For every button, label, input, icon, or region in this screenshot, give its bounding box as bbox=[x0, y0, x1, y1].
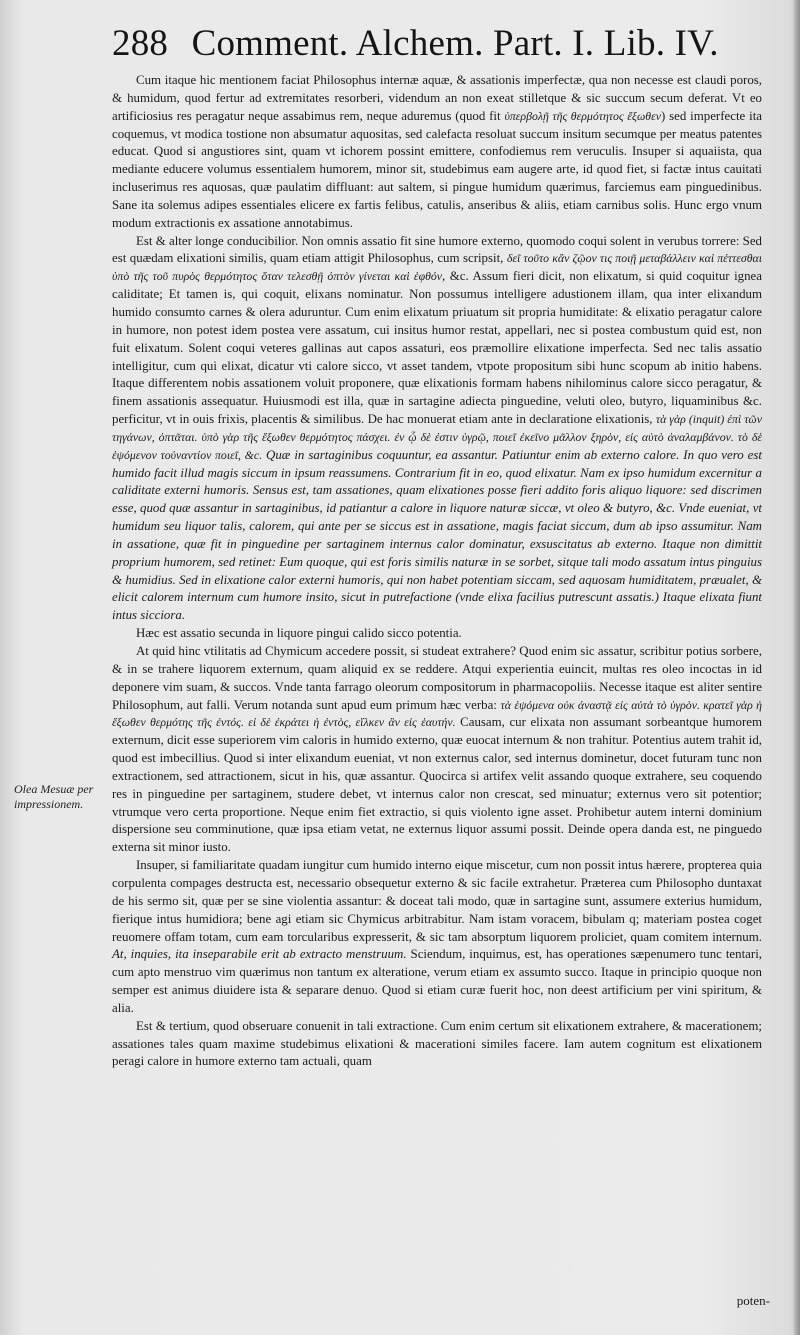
paragraph: Est & tertium, quod obseruare conuenit in tali extractione. Cum enim certum sit elixationem extrahere, & macerationem; assationes tales quam maxime studebimus elixationi & macerationi similes facere. Iam autem cognitum est elixationem peragi calore in humore externo tam actuali, quam bbox=[112, 1018, 762, 1069]
greek-quote: ὑπερβολῇ τῆς θερμότητος ἔξωθεν bbox=[504, 108, 661, 123]
greek-quote: τὰ γὰρ (inquit) ἐπὶ τῶν τηγάνων, ὀπτᾶται. ὑπὸ γὰρ τῆς ἔξωθεν θερμότητος πάσχει. ἐν ᾧ δὲ ἐστιν ὑγρῷ, ποιεῖ ἐκεῖνο μᾶλλον ξηρὸν, εἰς αὐτὸ ἀναλαμβάνον. τὸ δὲ ἑψόμενον τοὐναντίον ποιεῖ, &c. bbox=[112, 412, 762, 462]
paragraph: Est & alter longe conducibilior. Non omnis assatio fit sine humore externo, quomodo coqui solent in verubus torrere: Sed est quædam elixationi similis, quam etiam attigit Philosophus, cum scripsit, δεῖ τοῦτο κἂν ζῷον τις ποιῇ μεταβάλλειν καὶ πέττεσθαι ὑπὸ τῆς τοῦ πυρὸς θερμότητος ὅταν τελεσθῇ ὀπτὸν γίνεται καὶ ἑφθόν, &c. Assum fieri dicit, non elixatum, si quid coquitur ignea caliditate; Et tamen is, qui coquit, elixans nominatur. Non possumus intelligere adustionem illam, qua inter elixandum humido consumto carnes & olera aduruntur. Cum enim elixatum priuatum sit propria humiditate: & elixatio peragatur calore in humore, non potest idem postea vere assatum, cui insitus humor restat, appellari, nec si postea combustum quid est, non fuit elixatum. Solent coqui veteres gallinas aut capos assaturi, eos præmollire elixatione imperfecta. Sed nec talis assatio intelligitur, cum qui elixat, dicatur vti calore sicco, vt asset tandem, vtpote propositum sibi hunc scopum ab initio habens. Itaque differentem nobis assationem voluit proponere, quæ elixationis formam habens nihilominus calore sicco peragatur, & finem assationis assequatur. Huiusmodi est illa, quæ in sartagine adiecta pinguedine, veluti oleo, butyro, liquaminibus &c. perficitur, vt in ouis frixis, placentis & similibus. De hac monuerat etiam ante in declaratione elixationis, τὰ γὰρ (inquit) ἐπὶ τῶν τηγάνων, ὀπτᾶται. ὑπὸ γὰρ τῆς ἔξωθεν θερμότητος πάσχει. ἐν ᾧ δὲ ἐστιν ὑγρῷ, ποιεῖ ἐκεῖνο μᾶλλον ξηρὸν, εἰς αὐτὸ ἀναλαμβάνον. τὸ δὲ ἑψόμενον τοὐναντίον ποιεῖ, &c. Quæ in sartaginibus coquuntur, ea assantur. Patiuntur enim ab externo calore. In quo vero est humido facit illud magis siccum in ipsum reassumens. Contrarium fit in eo, quod elixatur. Nam ex ipso humidum excernitur a caliditate externi humoris. Sensus est, tam assationes, quam elixationes posse fieri addito foris aliquo liquore: sed discrimen esse, quod quæ assantur in sartaginibus, id patiantur a calore in liquore naturæ siccæ, vt oleo & butyro, &c. Vnde eueniat, vt humidum seu liquor talis, calorem, qui ante per se siccus est in assatione, magis faciat siccum, dum ab ipso assumitur. Nam in assatione, quæ fit in pinguedine per sartaginem internus calor dominatur, exsuscitatus ab externo. Itaque non dimittit proprium humorem, sed retinet: Eum quoque, qui est foris similis naturæ in se sorbet, sitque tali modo assatum intus pinguius & humidius. Sed in elixatione calor externi humoris, qui non habet potentiam siccam, sed aquosam humiditatem, præualet, & elicit calorem internum cum humore insito, sicut in putrefactione (vnde elixa facilius putrescunt assatis.) Itaque elixata fiunt intus sicciora. bbox=[112, 233, 763, 623]
paragraph: Hæc est assatio secunda in liquore pingui calido sicco potentia. bbox=[136, 626, 462, 641]
paragraph: At quid hinc vtilitatis ad Chymicum accedere possit, si studeat extrahere? Quod enim sic assatur, scribitur potius sorbere, & in se trahere liquorem externum, quam aliquid ex se reddere. Atqui experientia euincit, multas res oleo incoctas in id deponere vim suam, & succos. Vnde tanta farrago oleorum compositorum in pharmacopoliis. Necesse itaque est aliter sentire Philosophum, aut falli. Verum notanda sunt apud eum primum hæc verba: τὰ ἑψόμενα οὐκ ἀναστᾷ εἰς αὐτὰ τὸ ὑγρὸν. κρατεῖ γὰρ ἡ ἔξωθεν θερμότης τῆς ἐντός. εἰ δὲ ἐκράτει ἡ ἐντὸς, εἵλκεν ἂν εἰς ἑαυτήν. Causam, cur elixata non assumant sorbeantque humorem externum, dicit esse superiorem vim caloris in humido externo, quæ euocat internum & non trahitur. Potentius autem trahit id, quod est imbecillius. Quod si inter elixandum eueniat, vt non externus calor, sed internus dominetur, docet futuram tunc non extractionem, sed attractionem, sicut in his, quæ assantur. Quocirca si artifex velit assando quoque extrahere, seu coquendo res in pinguedine per sartaginem, studere debet, vt internus calor non crescat, sed minuatur; externus vero sit potentior; vtrumque vero certa proportione. Neque enim fiet extractio, si quis violento igne asset. Prohibetur autem interni dominium dispersione seu comminutione, quæ ipsa etiam vetat, ne externus liquor assumi possit. Deinde opera danda est, ne pinguedo externa sit minor iusto. bbox=[112, 644, 763, 855]
body-text bbox=[112, 72, 762, 1071]
italic-objection: At, inquies, ita inseparabile erit ab extracto menstruum. bbox=[112, 947, 407, 962]
marginal-note: Olea Mesuæ per impressionem. bbox=[14, 782, 94, 811]
paragraph: Insuper, si familiaritate quadam iungitur cum humido interno eique miscetur, cum non possit intus hærere, propterea quia corpulenta compages destructa est, necessario obsequetur externo & sic facile extrahetur. Præterea cum Philosopho duntaxat de his sermo sit, quæ per se sine violentia assantur: & doceat tali modo, quæ in sartagine sunt, assumere exterius humidum, fierique intus humidiora; bene agi etiam sic Chymicus arbitrabitur. Nam istam voracem, bibulam q; materiam postea coget reuomere offam totam, cum eam torcularibus expresserit, & sic tam absorptum liquorem proliciet, quam comitem internum. At, inquies, ita inseparabile erit ab extracto menstruum. Sciendum, inquimus, est, has operationes sæpenumero tunc tentari, cum apto menstruo vim quærimus non tantum ex alteratione, verum etiam ex assumto succo. Itaque in principio quoque non semper est animus diuidere ista & separare denuo. Quod si etiam curæ fuerit hoc, non deest artificium per vini spiritum, & alia. bbox=[112, 858, 762, 1015]
running-title: Comment. Alchem. Part. I. Lib. IV. bbox=[191, 23, 719, 64]
page-number: 288 bbox=[112, 23, 169, 64]
paragraph: Cum itaque hic mentionem faciat Philosophus internæ aquæ, & assationis imperfectæ, qua non necesse est claudi poros, & humidum, quod fertur ad extremitates resorberi, videndum an non exeat stilletque & sic succum secum deferat. Vt eo artificiosius res peragatur neque assabimus rem, neque aduremus (quod fit ὑπερβολῇ τῆς θερμότητος ἔξωθεν) sed imperfecte ita coquemus, vt modica tostione non absumatur aquositas, sed calefacta resoluat succum insitum secumque per meatus patentes educat. Quod si angustiores sint, quam vt ichorem possint emittere, confodiemus rem veruculis. Insuper si aquaiista, qua mediante educere volumus essentialem humorem, minor sit, studebimus eam augere arte, id quod fiet, si factæ intus cauitati incluserimus res aquosas, quæ paulatim diffluant: aut saltem, si pingue humidum quærimus, farciemus eam pinguedinibus. Sane ita solemus adipes essentiales elicere ex fartis felibus, catulis, anseribus & aliis, etiam carnibus solis. Hunc ergo vnum modum extractionis ex assatione annotabimus. bbox=[112, 73, 762, 230]
greek-quote: τὰ ἑψόμενα οὐκ ἀναστᾷ εἰς αὐτὰ τὸ ὑγρὸν. κρατεῖ γὰρ ἡ ἔξωθεν θερμότης τῆς ἐντός. εἰ δὲ ἐκράτει ἡ ἐντὸς, εἵλκεν ἂν εἰς ἑαυτήν. bbox=[112, 697, 763, 730]
greek-quote: δεῖ τοῦτο κἂν ζῷον τις ποιῇ μεταβάλλειν καὶ πέττεσθαι ὑπὸ τῆς τοῦ πυρὸς θερμότητος ὅταν τελεσθῇ ὀπτὸν γίνεται καὶ ἑφθόν bbox=[112, 251, 763, 284]
catchword: poten- bbox=[736, 1293, 770, 1308]
running-header bbox=[112, 22, 792, 66]
page-edge bbox=[794, 0, 800, 1335]
